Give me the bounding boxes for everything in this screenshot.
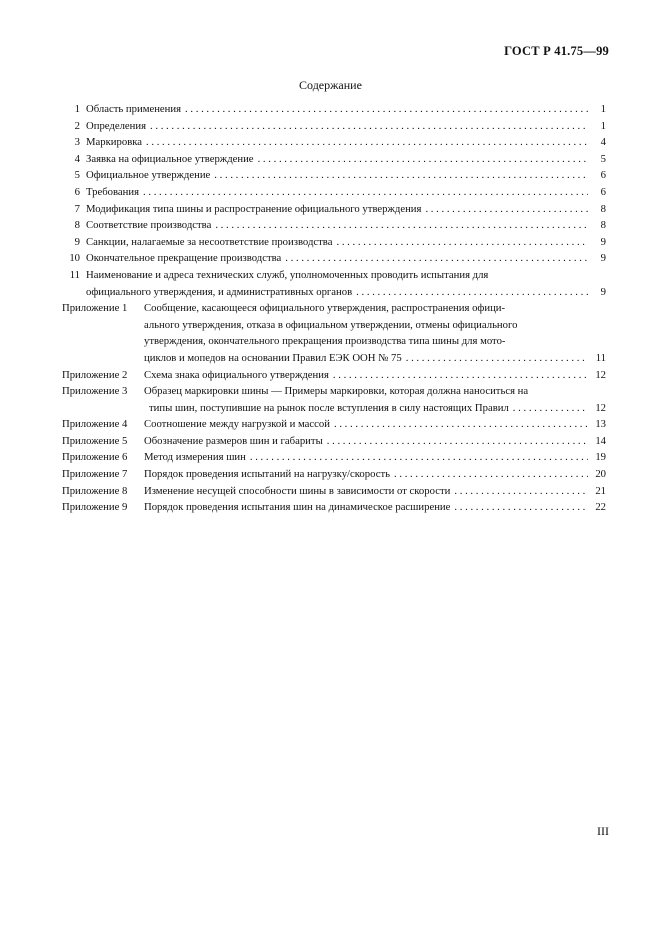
dot-leader [425,201,588,218]
dot-leader [333,367,588,384]
entry-title: Модификация типа шины и распространение официального утверждения [86,202,422,215]
entry-number: 2 [74,119,80,132]
toc-entry-5[interactable] [62,167,606,184]
appendix-label: Приложение 5 [62,434,128,447]
entry-page: 9 [600,285,606,298]
entry-title: Требования [86,185,139,198]
entry-title-line: Наименование и адреса технических служб, уполномоченных проводить испытания для [86,268,489,281]
entry-title: Область применения [86,103,182,115]
entry-title-line: Сообщение, касающееся официального утверждения, распространения офици- [144,302,506,315]
toc-appendix-7[interactable] [62,466,606,483]
entry-title: Соответствие производства [86,219,212,232]
entry-title: Заявка на официальное утверждение [86,152,254,165]
toc-title: Содержание [299,78,362,92]
entry-number: 3 [74,136,80,149]
dot-leader [146,134,588,151]
dot-leader [215,217,588,234]
dot-leader [406,350,588,367]
entry-title: Обозначение размеров шин и габариты [144,434,323,447]
toc-appendix-2[interactable] [62,367,606,384]
toc-entry-6[interactable] [62,184,606,201]
appendix-label: Приложение 8 [62,484,128,497]
appendix-label: Приложение 7 [62,468,128,481]
dot-leader [143,184,588,201]
entry-title-line: типы шин, поступившие на рынок после вступления в силу настоящих Правил [149,401,509,414]
dot-leader [454,499,588,516]
entry-page: 1 [600,119,606,132]
toc-entry-2[interactable] [62,118,606,135]
entry-number: 11 [69,268,80,281]
page-number: III [597,824,609,838]
table-of-contents [62,101,606,516]
appendix-label: Приложение 2 [62,368,128,381]
entry-page: 9 [600,235,606,248]
toc-entry-4[interactable] [62,151,606,168]
entry-title: Определения [86,119,146,132]
entry-page: 5 [600,152,606,165]
entry-page: 20 [595,468,606,481]
dot-leader [185,101,588,118]
dot-leader [394,466,588,483]
entry-page: 6 [600,169,606,182]
toc-entry-11[interactable] [62,267,606,300]
toc-entry-3[interactable] [62,134,606,151]
entry-number: 1 [74,103,80,115]
entry-title: Окончательное прекращение производства [86,252,282,265]
toc-entry-8[interactable] [62,217,606,234]
entry-page: 8 [600,202,606,215]
appendix-label: Приложение 3 [62,385,128,398]
dot-leader [258,151,588,168]
toc-entry-10[interactable] [62,250,606,267]
entry-title-line: ального утверждения, отказа в официальном утверждении, отмены официального [144,318,518,331]
document-id: ГОСТ Р 41.75—99 [504,44,609,58]
entry-number: 5 [74,169,80,182]
entry-page: 8 [600,219,606,232]
dot-leader [150,118,588,135]
appendix-label: Приложение 4 [62,418,128,431]
entry-title-line: утверждения, окончательного прекращения производства типа шины для мото- [144,335,506,348]
entry-title-line: циклов и мопедов на основании Правил ЕЭК ООН № 75 [144,351,402,364]
dot-leader [334,416,588,433]
toc-appendix-1[interactable] [62,300,606,366]
entry-title: Порядок проведения испытаний на нагрузку/скорость [144,468,390,481]
entry-title-line: Образец маркировки шины — Примеры маркировки, которая должна наноситься на [144,385,529,398]
entry-number: 8 [74,219,80,232]
entry-page: 11 [595,351,606,364]
dot-leader [327,433,588,450]
entry-title: Порядок проведения испытания шин на динамическое расширение [144,501,451,514]
entry-page: 12 [595,368,606,381]
entry-title-line: официального утверждения, и административных органов [86,285,353,298]
entry-number: 4 [74,152,80,165]
entry-page: 12 [595,401,606,414]
dot-leader [356,284,588,301]
toc-appendix-9[interactable] [62,499,606,516]
entry-title: Санкции, налагаемые за несоответствие производства [86,235,333,248]
dot-leader [454,483,588,500]
dot-leader [336,234,588,251]
entry-page: 1 [600,103,606,115]
appendix-label: Приложение 6 [62,451,128,464]
entry-page: 22 [595,501,606,514]
entry-title: Официальное утверждение [86,169,211,182]
dot-leader [285,250,588,267]
toc-entry-7[interactable] [62,201,606,218]
entry-title: Метод измерения шин [144,451,246,464]
entry-number: 7 [74,202,80,215]
dot-leader [214,167,588,184]
entry-page: 9 [600,252,606,265]
toc-appendix-6[interactable] [62,449,606,466]
entry-number: 9 [74,235,80,248]
entry-page: 21 [595,484,606,497]
dot-leader [250,449,588,466]
appendix-label: Приложение 9 [62,501,128,514]
entry-title: Схема знака официального утверждения [144,368,329,381]
toc-appendix-5[interactable] [62,433,606,450]
toc-appendix-4[interactable] [62,416,606,433]
entry-title: Маркировка [86,136,143,149]
toc-appendix-3[interactable] [62,383,606,416]
dot-leader [513,400,588,417]
entry-page: 13 [595,418,606,431]
entry-number: 6 [74,185,80,198]
entry-page: 19 [595,451,606,464]
entry-page: 4 [600,136,606,149]
entry-number: 10 [69,252,80,265]
toc-entry-9[interactable] [62,234,606,251]
toc-appendix-8[interactable] [62,483,606,500]
appendix-label: Приложение 1 [62,302,128,315]
entry-page: 6 [600,185,606,198]
entry-title: Соотношение между нагрузкой и массой [144,418,330,431]
toc-entry-1[interactable] [62,101,606,118]
entry-title: Изменение несущей способности шины в зависимости от скорости [144,484,451,497]
entry-page: 14 [595,434,606,447]
